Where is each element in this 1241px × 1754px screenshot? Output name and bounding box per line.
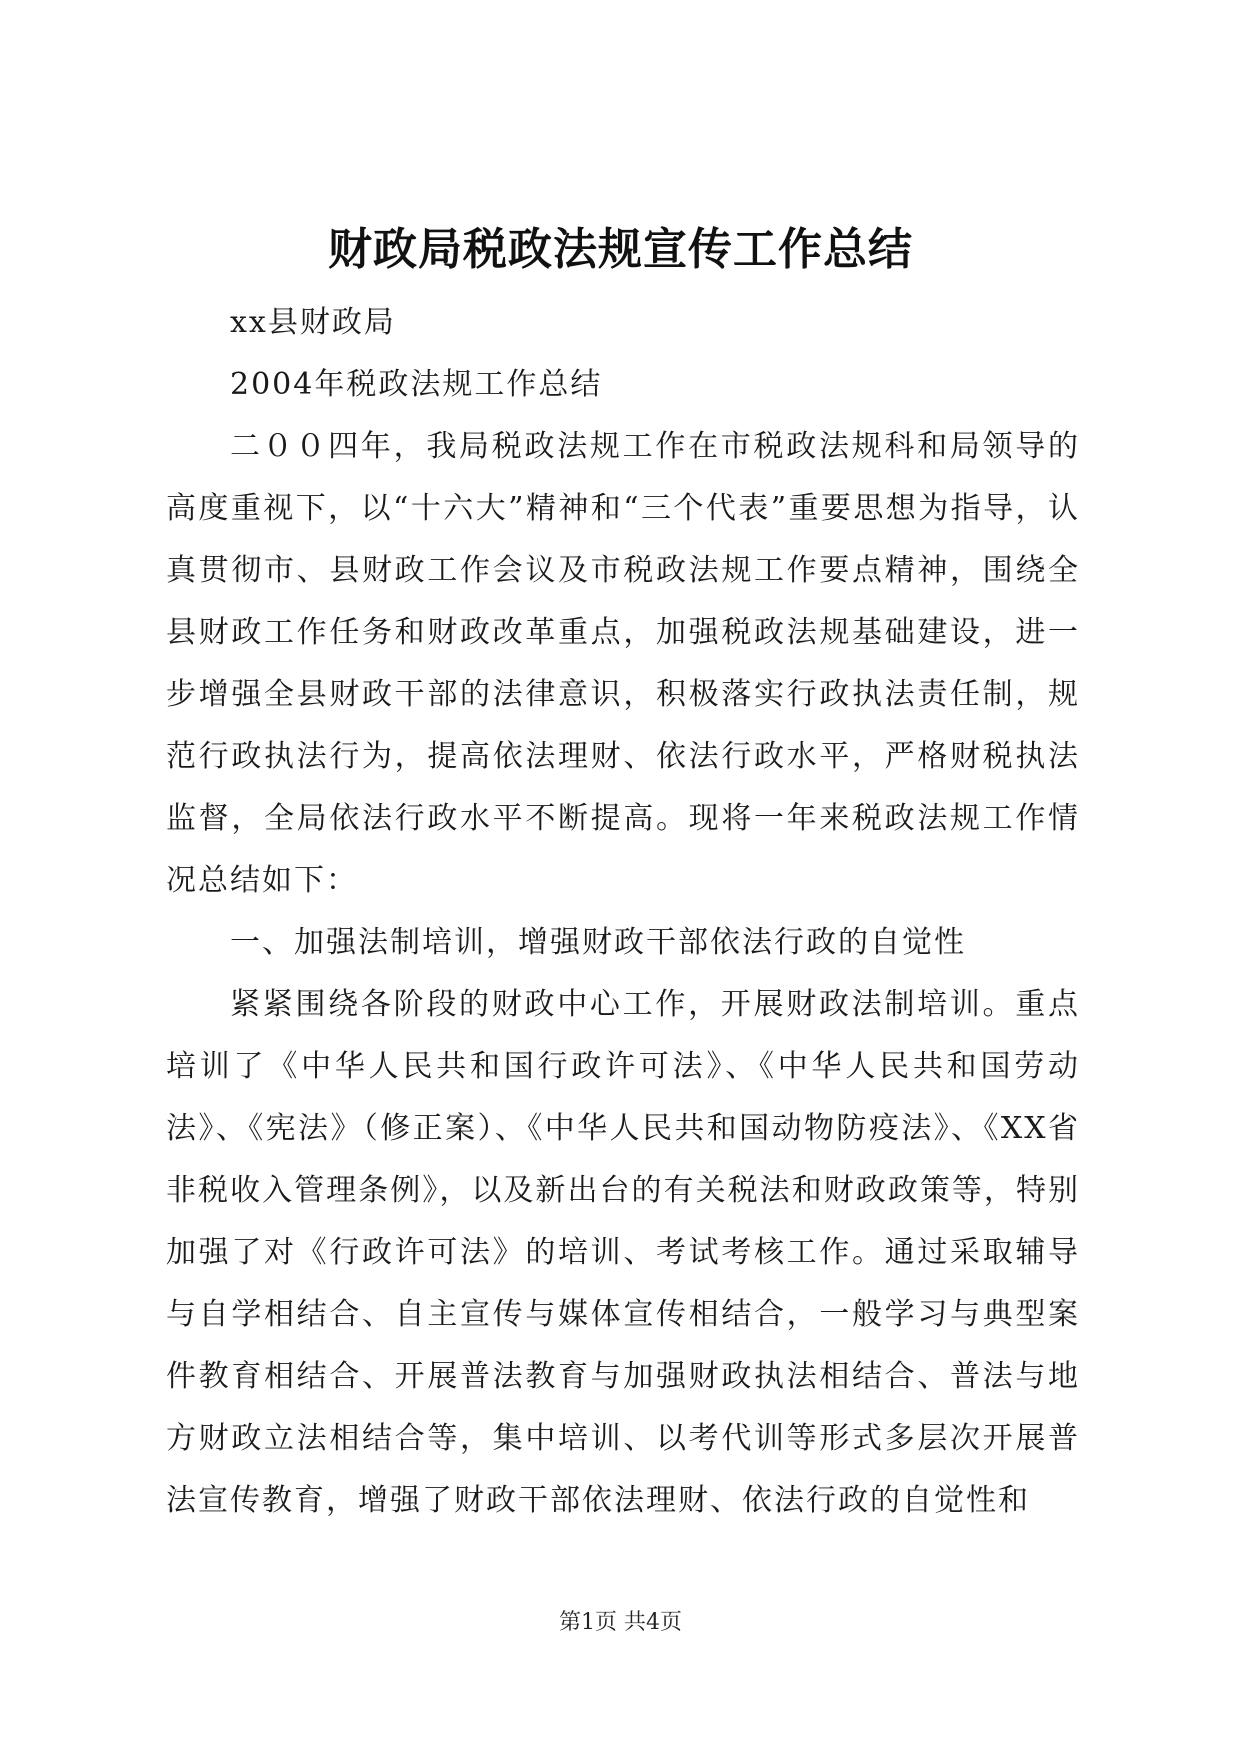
section-heading: 一、加强法制培训，增强财政干部依法行政的自觉性 (230, 925, 966, 960)
document-title: 财政局税政法规宣传工作总结 (328, 224, 913, 275)
issuer-line: xx县财政局 (230, 305, 396, 340)
subtitle-line: 2004年税政法规工作总结 (230, 367, 603, 402)
page-number-footer: 第1页 共4页 (559, 1610, 682, 1635)
section-paragraph: 紧紧围绕各阶段的财政中心工作，开展财政法制培训。重点培训了《中华人民共和国行政许可法》、《中华人民共和国劳动法》、《宪法》（修正案）、《中华人民共和国动物防疫法》、《XX省非税收入管理条例》，以及新出台的有关税法和财政政策等，特别加强了对《行政许可法》的培训、考试考核工作。通过采取辅导与自学相结合、自主宣传与媒体宣传相结合，一般学习与典型案件教育相结合、开展普法教育与加强财政执法相结合、普法与地方财政立法相结合等，集中培训、以考代训等形式多层次开展普法宣传教育，增强了财政干部依法理财、依法行政的自觉性和 (166, 987, 1080, 1518)
document-body (166, 292, 1080, 1532)
intro-paragraph: 二００四年，我局税政法规工作在市税政法规科和局领导的高度重视下，以“十六大”精神和“三个代表”重要思想为指导，认真贯彻市、县财政工作会议及市税政法规工作要点精神，围绕全县财政工作任务和财政改革重点，加强税政法规基础建设，进一步增强全县财政干部的法律意识，积极落实行政执法责任制，规范行政执法行为，提高依法理财、依法行政水平，严格财税执法监督，全局依法行政水平不断提高。现将一年来税政法规工作情况总结如下： (166, 429, 1080, 898)
